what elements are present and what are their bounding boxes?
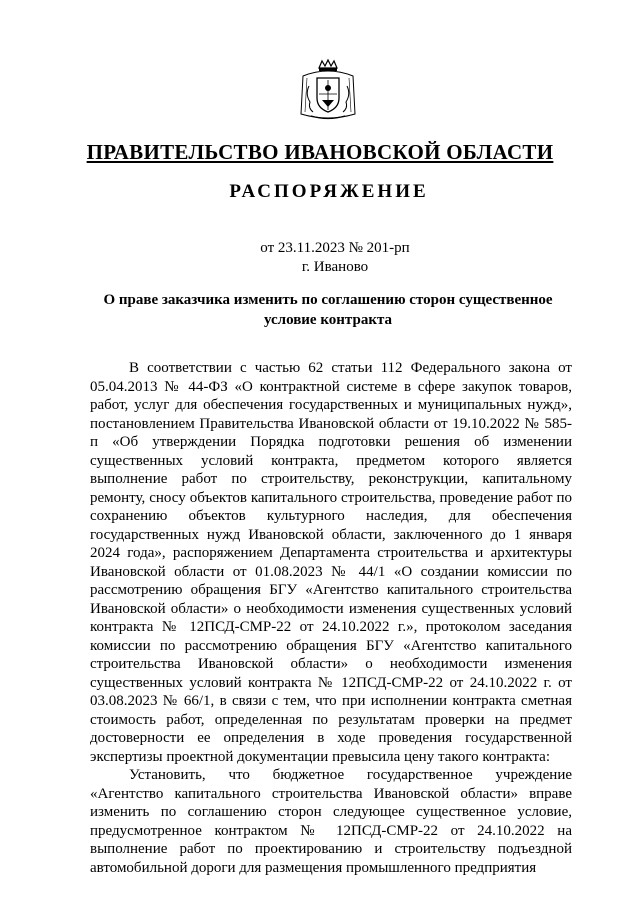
coat-of-arms-icon <box>297 58 359 124</box>
document-subject: О праве заказчика изменить по соглашению сторон существенное условие контракта <box>103 292 553 328</box>
date-number: от 23.11.2023 № 201-рп <box>260 240 410 256</box>
government-title: ПРАВИТЕЛЬСТВО ИВАНОВСКОЙ ОБЛАСТИ <box>86 140 554 164</box>
body-paragraph: Установить, что бюджетное государственное учреждение «Агентство капитального строительства Ивановской области» вправе изменить по соглашению сторон следующее существенное условие, предусмотренное контрактом № 12ПСД-СМР-22 от 24.10.2022 на выполнение работ по проектированию и строительству подъездной автомобильной дороги для размещения промышленного предприятия <box>90 767 572 876</box>
body-paragraph: В соответствии с частью 62 статьи 112 Федерального закона от 05.04.2013 № 44-ФЗ «О контрактной системе в сфере закупок товаров, работ, услуг для обеспечения государственных и муниципальных нужд», постановлением Правительства Ивановской области от 19.10.2022 № 585-п «Об утверждении Порядка подготовки решения об изменении существенных условий контракта, предметом которого является выполнение работ по строительству, реконструкции, капитальному ремонту, сносу объектов капитального строительства, проведение работ по сохранению объектов культурного наследия, для обеспечения государственных нужд Ивановской области, заключенного до 1 января 2024 года», распоряжением Департамента строительства и архитектуры Ивановской области от 01.08.2023 № 44/1 «О создании комиссии по рассмотрению обращения БГУ «Агентство капитального строительства Ивановской области» о необходимости изменения существенных условий контракта № 12ПСД-СМР-22 от 24.10.2022 г.», протоколом заседания комиссии по рассмотрению обращения БГУ «Агентство капитального строительства Ивановской области» о необходимости изменения существенных условий контракта № 12ПСД-СМР-22 от 24.10.2022 г. от 03.08.2023 № 66/1, в связи с тем, что при исполнении контракта сметная стоимость работ, определенная по результатам проверки на предмет достоверности ее определения в ходе проведения государственной экспертизы проектной документации превысила цену такого контракта: <box>90 360 572 765</box>
document-body <box>90 359 572 877</box>
document-meta <box>0 239 640 277</box>
document-type: РАСПОРЯЖЕНИЕ <box>229 181 429 202</box>
city: г. Иваново <box>301 259 369 275</box>
